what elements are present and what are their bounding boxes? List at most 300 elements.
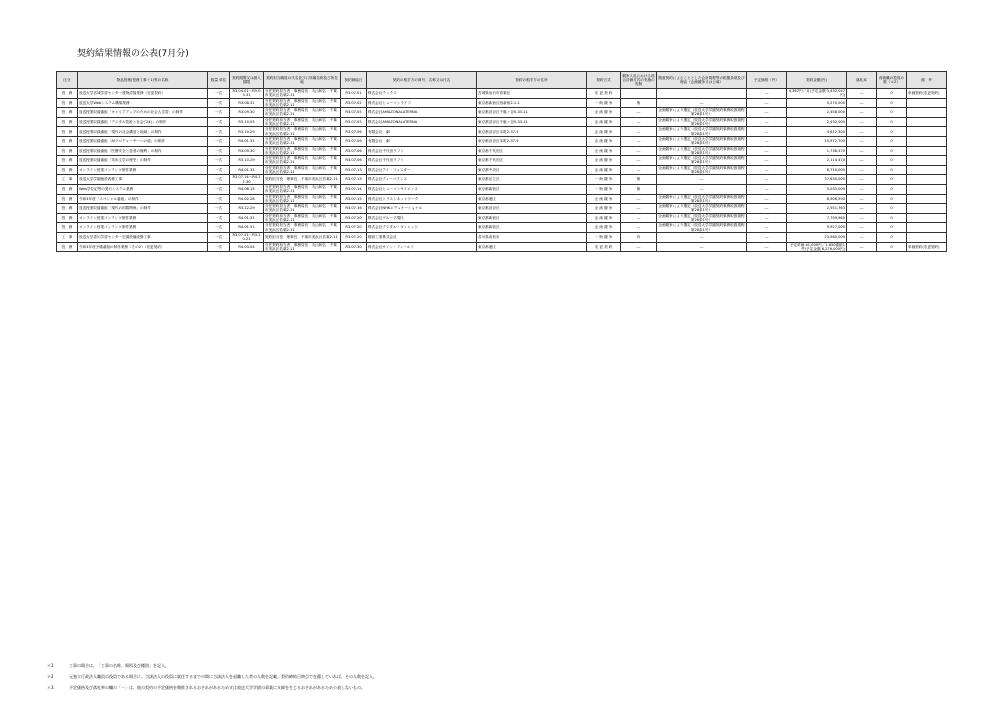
table-row <box>57 89 947 99</box>
table-cell: 放送授業収録番組「AIプロデューサーへの道」の制作 <box>78 136 208 146</box>
table-cell: ― <box>621 127 657 137</box>
table-cell: R3.07.14 <box>341 184 367 194</box>
table-cell: 分任契約担当者 事務局長 丸山和弘 千葉市美浜区若葉2-11 <box>264 204 341 214</box>
header-cell: 契約金額(円) <box>787 72 847 89</box>
table-cell: ― <box>621 194 657 204</box>
table-cell: Web学位記等の発行システム業務 <box>78 184 208 194</box>
table-cell: 分任契約担当者 事務局長 丸山和弘 千葉市美浜区若葉2-11 <box>264 194 341 204</box>
table-cell: ― <box>847 223 877 233</box>
table-cell: 0 <box>877 175 907 185</box>
header-cell: 随意契約によることとした会計規程等の根拠条項及び理由（企画競争又は公募） <box>657 72 747 89</box>
table-cell: 無 <box>621 98 657 108</box>
table-row <box>57 136 947 146</box>
table-cell: 企画競争により選定（放送大学学園契約事務取扱規程第28条1号） <box>658 213 745 223</box>
table-row <box>57 232 947 242</box>
table-cell: 株式会社ディーバランス <box>367 175 477 185</box>
table-cell: R3.07.06 <box>341 136 367 146</box>
table-cell: R3.09.30 <box>230 146 264 156</box>
footnotes <box>47 660 377 693</box>
table-cell: 役 務 <box>57 165 78 175</box>
table-cell: 分任契約担当者 事務局長 丸山和弘 千葉市美浜区若葉2-11 <box>264 146 341 156</box>
table-cell: 企画競争により選定（放送大学学園契約事務取扱規程第28条1号） <box>658 204 745 213</box>
table-cell: 分任契約担当者 事務局長 丸山和弘 千葉市美浜区若葉2-11 <box>264 242 341 252</box>
table-cell: 令和3年度予備番組の制作業務（その2）（変更契約） <box>78 242 208 252</box>
table-cell: R3.10.29 <box>230 127 264 137</box>
table-cell: ― <box>847 108 877 118</box>
table-cell: 2,458,000 <box>787 108 847 118</box>
table-row <box>57 165 947 175</box>
table-cell: 役 務 <box>57 242 78 252</box>
table-header-row <box>57 72 947 89</box>
table-cell: 一式 <box>208 213 230 223</box>
table-cell: 一式 <box>208 136 230 146</box>
table-cell: ― <box>621 146 657 156</box>
table-cell: 株式会社AMAZONALATERNA <box>367 108 477 118</box>
header-cell: 競争入札における総合評価方式の実施の有無 <box>621 72 657 89</box>
table-cell: 0 <box>877 194 907 204</box>
table-cell: 東京都渋谷区本町2-37-5 <box>477 136 587 146</box>
header-cell: 数量 単位 <box>208 72 230 89</box>
table-cell: 分任契約担当者 事務局長 丸山和弘 千葉市美浜区若葉2-11 <box>264 213 341 223</box>
table-cell <box>907 156 947 166</box>
table-cell <box>907 146 947 156</box>
table-cell: R3.07.30 <box>341 242 367 252</box>
table-cell: R3.07.06 <box>341 146 367 156</box>
table-row <box>57 213 947 223</box>
table-cell: 0 <box>877 89 907 99</box>
table-cell: 一式 <box>208 146 230 156</box>
table-cell: 株式会社トラストネットワーク <box>367 194 477 204</box>
table-cell: 役 務 <box>57 194 78 204</box>
table-cell: 工 事 <box>57 232 78 242</box>
table-cell: R3.07.13 <box>341 165 367 175</box>
table-cell: 企画競争により選定（放送大学学園契約事務取扱規程第28条1号） <box>658 136 745 146</box>
table-cell <box>907 165 947 175</box>
table-cell: 役 務 <box>57 156 78 166</box>
table-cell: 有限会社 劇 <box>367 136 477 146</box>
table-cell: 東京都中央区 <box>477 165 587 175</box>
table-cell: ― <box>747 136 787 146</box>
table-cell: 東京都千代田区 <box>477 156 587 166</box>
table-cell: ― <box>621 117 657 127</box>
table-cell: R4.01.31 <box>230 136 264 146</box>
table-cell: 単価契約(変更契約) <box>907 89 947 99</box>
table-cell: 契約担当役 理事長 千葉市美浜区若葉2-11 <box>264 175 341 185</box>
table-cell: 単価契約(変更契約) <box>907 242 947 252</box>
table-cell: 株式会社ヒューマンライフ <box>367 98 477 108</box>
table-cell: 企画競争により選定（放送大学学園契約事務取扱規程第28条1号） <box>658 165 745 175</box>
table-cell: 分任契約担当者 事務局長 丸山和弘 千葉市美浜区若葉2-11 <box>264 223 341 233</box>
table-cell: 5,270,000 <box>787 98 847 108</box>
table-cell: ― <box>657 184 747 194</box>
table-cell: ― <box>847 242 877 252</box>
table-cell: 企 画 競 争 <box>587 108 621 118</box>
table-cell <box>907 232 947 242</box>
table-cell <box>907 213 947 223</box>
table-cell: R4.08.15 <box>230 184 264 194</box>
table-cell: 企画競争により選定（放送大学学園契約事務取扱規程第28条1号） <box>658 194 745 203</box>
table-cell: R3.07.21～R3.10.21 <box>230 232 264 242</box>
table-cell: 放送授業収録番組「医療安全と患者の権利」の制作 <box>78 146 208 156</box>
table-row <box>57 156 947 166</box>
table-cell: ― <box>747 223 787 233</box>
table-cell: R3.09.30 <box>230 108 264 118</box>
header-cell: 区分 <box>57 72 78 89</box>
table-cell: ― <box>747 204 787 214</box>
table-cell: R4.01.31 <box>230 213 264 223</box>
table-cell: 宮城県仙台市青葉区 <box>477 89 587 99</box>
table-cell: 4,367円／月(予定金額 3,432,047円) <box>787 89 847 99</box>
table-cell: オンライン授業コンテンツ制作業務 <box>78 223 208 233</box>
table-cell <box>657 89 747 99</box>
table-cell: ― <box>621 165 657 175</box>
table-cell: 一 般 競 争 <box>587 175 621 185</box>
page-title: 契約結果情報の公表(7月分) <box>77 49 189 59</box>
table-cell: 東京都新宿区 <box>477 213 587 223</box>
table-cell: 一式 <box>208 242 230 252</box>
table-cell: ― <box>847 146 877 156</box>
table-cell: 分任契約担当者 事務局長 丸山和弘 千葉市美浜区若葉2-11 <box>264 117 341 127</box>
footnote: ＊2 元独立行政法人職員の役員である場合に、当該法人の役員に就任するまでの間に当該法人を退職した者の人数を記載。契約締結日時点で在籍していれば、その人数を記入。 <box>47 674 377 679</box>
header-cell: 落札率 <box>847 72 877 89</box>
table-cell: 放送授業収録番組「デジタル技術と社会(’24)」の制作 <box>78 117 208 127</box>
table-cell: 企 画 競 争 <box>587 194 621 204</box>
contract-table <box>56 71 947 252</box>
table-row <box>57 98 947 108</box>
table-cell: 1,738,370 <box>787 146 847 156</box>
table-cell: 役 務 <box>57 136 78 146</box>
table-cell: R3.07.20 <box>341 232 367 242</box>
table-cell: 香川県高松市 <box>477 232 587 242</box>
table-cell: ― <box>847 127 877 137</box>
table-cell: 一式 <box>208 117 230 127</box>
table-cell: 役 務 <box>57 89 78 99</box>
table-cell: 役 務 <box>57 108 78 118</box>
table-row <box>57 242 947 252</box>
table-cell: 企 画 競 争 <box>587 136 621 146</box>
table-cell: R3.07.15 <box>341 194 367 204</box>
table-cell: 0 <box>877 223 907 233</box>
table-cell: 0 <box>877 136 907 146</box>
table-cell: 分任契約担当者 事務局長 丸山和弘 千葉市美浜区若葉2-11 <box>264 136 341 146</box>
table-cell: 分任契約担当者 事務局長 丸山和弘 千葉市美浜区若葉2-11 <box>264 98 341 108</box>
table-cell: ― <box>621 213 657 223</box>
table-cell: 0 <box>877 184 907 194</box>
table-cell: 分任契約担当者 事務局長 丸山和弘 千葉市美浜区若葉2-11 <box>264 165 341 175</box>
table-cell: R3.07.06 <box>341 127 367 137</box>
table-cell: ― <box>747 156 787 166</box>
table-cell: 0 <box>877 165 907 175</box>
table-cell: ― <box>847 165 877 175</box>
table-cell: 企 画 競 争 <box>587 127 621 137</box>
table-cell: ― <box>621 108 657 118</box>
table-cell: ― <box>847 175 877 185</box>
table-cell: R4.01.31 <box>230 165 264 175</box>
table-cell: 放送授業収録番組「英米文学の歴史」の制作 <box>78 156 208 166</box>
table-cell: 株式会社千代田ラフト <box>367 156 477 166</box>
table-cell: 東京都新宿区 <box>477 223 587 233</box>
table-cell <box>621 89 657 99</box>
table-cell: 役 務 <box>57 204 78 214</box>
table-cell: 予定単価 41,000円／1,650番組1件(予定金額 6,276,000円) <box>787 242 847 252</box>
table-cell <box>907 127 947 137</box>
table-cell: 株式会社AMAZONALATERNA <box>367 117 477 127</box>
table-cell: ― <box>747 127 787 137</box>
table-cell: 0 <box>877 156 907 166</box>
table-cell: 穂高工業株式会社 <box>367 232 477 242</box>
table-cell: 7,799,960 <box>787 213 847 223</box>
table-cell: R3.07.05 <box>341 117 367 127</box>
table-cell: 企画競争により選定（放送大学学園契約事務取扱規程第28条1号） <box>658 117 745 127</box>
table-cell: 一 般 競 争 <box>587 98 621 108</box>
table-row <box>57 223 947 233</box>
table-row <box>57 127 947 137</box>
header-cell: 契約の相手方の住所 <box>477 72 587 89</box>
table-cell: 一式 <box>208 108 230 118</box>
table-cell: 15,972,700 <box>787 136 847 146</box>
table-cell: R4.03.04 <box>230 242 264 252</box>
table-cell: 工 事 <box>57 175 78 185</box>
table-cell: ― <box>847 204 877 214</box>
table-cell: R3.08.31 <box>230 98 264 108</box>
table-cell: ― <box>747 89 787 99</box>
table-cell: R4.01.31 <box>230 223 264 233</box>
table-cell: 一式 <box>208 156 230 166</box>
table-cell: ― <box>847 117 877 127</box>
table-cell: ― <box>847 184 877 194</box>
table-cell: ― <box>747 98 787 108</box>
table-cell: 東京都新宿区西新宿2-1-1 <box>477 98 587 108</box>
table-cell: 契約担当役 理事長 千葉市美浜区若葉2-11 <box>264 232 341 242</box>
table-cell: 0 <box>877 127 907 137</box>
table-cell: ― <box>847 156 877 166</box>
table-cell: 一 般 競 争 <box>587 184 621 194</box>
header-cell: 予定価格（円） <box>747 72 787 89</box>
table-cell: ― <box>747 194 787 204</box>
table-cell: 企 画 競 争 <box>587 156 621 166</box>
table-cell: 東京都千代田区 <box>477 146 587 156</box>
table-cell: 放送授業収録番組「キャリアアップのための社会人学習」の制作 <box>78 108 208 118</box>
table-cell <box>907 117 947 127</box>
header-cell: 契約の相手方の商号、名称又は氏名 <box>367 72 477 89</box>
table-cell: 放送授業収録番組「現代の国際関係」の制作 <box>78 204 208 214</box>
table-cell: 一式 <box>208 223 230 233</box>
table-cell: 8,506,590 <box>787 194 847 204</box>
table-cell: 2,551,763 <box>787 204 847 214</box>
table-cell: 2,114,470 <box>787 156 847 166</box>
header-cell: 契約方式 <box>587 72 621 89</box>
table-cell: オンライン授業コンテンツ制作業務 <box>78 213 208 223</box>
table-cell: 0 <box>877 204 907 214</box>
table-cell <box>907 108 947 118</box>
table-cell: 一式 <box>208 98 230 108</box>
table-cell: 分任契約担当者 事務局長 丸山和弘 千葉市美浜区若葉2-11 <box>264 108 341 118</box>
table-cell: 放送大学宮城学習センター建物清掃業務（変更契約） <box>78 89 208 99</box>
table-cell: R3.07.20 <box>341 213 367 223</box>
table-cell: 分任契約担当者 事務局長 丸山和弘 千葉市美浜区若葉2-11 <box>264 184 341 194</box>
table-cell: 役 務 <box>57 213 78 223</box>
table-cell: 役 務 <box>57 184 78 194</box>
table-cell: 一式 <box>208 204 230 214</box>
table-cell <box>907 204 947 214</box>
table-cell: 東京都渋谷区 <box>477 204 587 214</box>
table-cell: R3.10.29 <box>230 156 264 166</box>
table-cell: 役 務 <box>57 117 78 127</box>
table-cell: 企 画 競 争 <box>587 165 621 175</box>
table-cell: 役 務 <box>57 146 78 156</box>
table-cell: R3.12.29 <box>230 204 264 214</box>
table-cell: 放送授業収録番組「現代の社会構造と地域」の制作 <box>78 127 208 137</box>
table-cell: 東京都港区 <box>477 242 587 252</box>
table-cell: 一式 <box>208 175 230 185</box>
table-cell: 一式 <box>208 165 230 175</box>
table-cell: 株式会社デジタル・ヴィレッジ <box>367 223 477 233</box>
header-cell: 備 考 <box>907 72 947 89</box>
table-cell: 変 更 契 約 <box>587 242 621 252</box>
table-row <box>57 204 947 214</box>
table-cell: 一 般 競 争 <box>587 232 621 242</box>
table-row <box>57 117 947 127</box>
table-cell: 有限会社 劇 <box>367 127 477 137</box>
header-cell: 契約締結日 <box>341 72 367 89</box>
table-cell: 変 更 契 約 <box>587 89 621 99</box>
table-cell: 0 <box>877 242 907 252</box>
table-cell: ― <box>621 223 657 233</box>
table-cell: ― <box>621 242 657 252</box>
table-cell: 2,432,000 <box>787 117 847 127</box>
table-cell: 東京都渋谷区本町2-37-5 <box>477 127 587 137</box>
table-cell: ― <box>847 194 877 204</box>
table-cell: 株式会社テックス <box>367 89 477 99</box>
table-row <box>57 175 947 185</box>
header-cell: 契約期間又は納入期限 <box>230 72 264 89</box>
table-cell <box>907 175 947 185</box>
table-cell: 企 画 競 争 <box>587 146 621 156</box>
table-cell: 令和3年度「スペシャル番組」の制作 <box>78 194 208 204</box>
table-cell: 9,927,000 <box>787 223 847 233</box>
table-cell: R3.07.14～R4.11.30 <box>230 175 264 185</box>
table-cell: 役 務 <box>57 223 78 233</box>
table-cell <box>907 98 947 108</box>
table-cell: ― <box>621 156 657 166</box>
table-cell: 株式会社ヒューマンサイエンス <box>367 184 477 194</box>
table-cell: 分任契約担当者 事務局長 丸山和弘 千葉市美浜区若葉2-11 <box>264 156 341 166</box>
table-cell: 23,560,000 <box>787 232 847 242</box>
header-cell: 再就職の役員の数（＊2） <box>877 72 907 89</box>
table-cell: R3.07.06 <box>341 156 367 166</box>
table-cell <box>907 194 947 204</box>
table-cell: 株式会社NHKエデュケーショナル <box>367 204 477 214</box>
table-cell: ― <box>657 98 747 108</box>
table-cell: 一式 <box>208 194 230 204</box>
table-cell: ― <box>747 232 787 242</box>
table-cell: 東京都新宿区 <box>477 184 587 194</box>
table-cell: ― <box>847 89 877 99</box>
table-cell: 37,630,000 <box>787 175 847 185</box>
table-cell: ― <box>847 98 877 108</box>
table-cell: 株式会社グループ現代 <box>367 213 477 223</box>
table-cell: 0 <box>877 117 907 127</box>
table-cell <box>907 184 947 194</box>
table-row <box>57 108 947 118</box>
header-cell: 物品役務(役務工事＋1)等の名称 <box>78 72 208 89</box>
table-cell: オンライン授業コンテンツ制作業務 <box>78 165 208 175</box>
table-row <box>57 184 947 194</box>
table-cell: ― <box>747 184 787 194</box>
table-cell: 0 <box>877 98 907 108</box>
table-cell: ― <box>747 242 787 252</box>
table-cell: 0 <box>877 146 907 156</box>
table-cell: 企 画 競 争 <box>587 213 621 223</box>
table-cell: 企画競争により選定（放送大学学園契約事務取扱規程第28条1号） <box>658 156 745 165</box>
table-cell: 分任契約担当者 事務局長 丸山和弘 千葉市美浜区若葉2-11 <box>264 89 341 99</box>
table-cell: ― <box>747 213 787 223</box>
table-cell: R3.07.13 <box>341 175 367 185</box>
table-cell: 東京都渋谷区千駄ヶ谷5-33-11 <box>477 108 587 118</box>
table-cell: 東京都渋谷区千駄ヶ谷5-33-11 <box>477 117 587 127</box>
footnote: ＊1 工事の場合は、「工事の名称、場所及び種別」を記入。 <box>47 663 169 668</box>
table-cell: 8,710,000 <box>787 165 847 175</box>
table-cell: 企画競争により選定（放送大学学園契約事務取扱規程第28条1号） <box>658 223 745 232</box>
table-cell: ― <box>847 136 877 146</box>
table-cell: ― <box>747 146 787 156</box>
table-cell: ― <box>621 136 657 146</box>
table-cell: R3.04.01～R5.03.31 <box>230 89 264 99</box>
table-cell: 株式会社アイ・フォスター <box>367 165 477 175</box>
table-cell: 一式 <box>208 184 230 194</box>
table-cell: 分任契約担当者 事務局長 丸山和弘 千葉市美浜区若葉2-11 <box>264 127 341 137</box>
table-cell: R3.07.02 <box>341 98 367 108</box>
table-cell: 企 画 競 争 <box>587 117 621 127</box>
table-cell: 0 <box>877 213 907 223</box>
table-cell: 無 <box>621 184 657 194</box>
table-cell: 無 <box>621 175 657 185</box>
table-cell: ― <box>657 175 747 185</box>
table-cell: 放送大学Webシステム構築業務 <box>78 98 208 108</box>
table-row <box>57 146 947 156</box>
table-cell: R3.07.16 <box>341 204 367 214</box>
table-cell: 株式会社千代田ラフト <box>367 146 477 156</box>
table-cell: R3.07.01 <box>341 89 367 99</box>
table-cell: ― <box>847 232 877 242</box>
table-cell: 4,612,300 <box>787 127 847 137</box>
table-cell: 5,035,000 <box>787 184 847 194</box>
table-cell: 0 <box>877 108 907 118</box>
table-cell: 放送大学学園施設改修工事 <box>78 175 208 185</box>
table-cell: R3.07.20 <box>341 223 367 233</box>
table-cell: 役 務 <box>57 98 78 108</box>
table-cell: 企画競争により選定（放送大学学園契約事務取扱規程第28条1号） <box>658 108 745 117</box>
table-cell: ― <box>747 175 787 185</box>
table-cell: ― <box>747 165 787 175</box>
table-cell: R4.02.28 <box>230 194 264 204</box>
table-cell: ― <box>621 204 657 214</box>
table-cell: R3.07.05 <box>341 108 367 118</box>
table-cell: ― <box>747 117 787 127</box>
header-cell: 契約担当職員の氏名並びに所属名称及び所在地 <box>264 72 341 89</box>
table-cell: ― <box>657 232 747 242</box>
table-cell: 東京都港区 <box>477 194 587 204</box>
table-cell: 一式 <box>208 232 230 242</box>
table-cell: 企画競争により選定（放送大学学園契約事務取扱規程第28条1号） <box>658 127 745 136</box>
table-cell: ― <box>747 108 787 118</box>
table-cell: 一式 <box>208 89 230 99</box>
table-row <box>57 194 947 204</box>
table-cell: 放送大学香川学習センター空調設備改修工事 <box>78 232 208 242</box>
table-cell <box>907 136 947 146</box>
table-cell: 一式 <box>208 127 230 137</box>
table-cell: 0 <box>877 232 907 242</box>
